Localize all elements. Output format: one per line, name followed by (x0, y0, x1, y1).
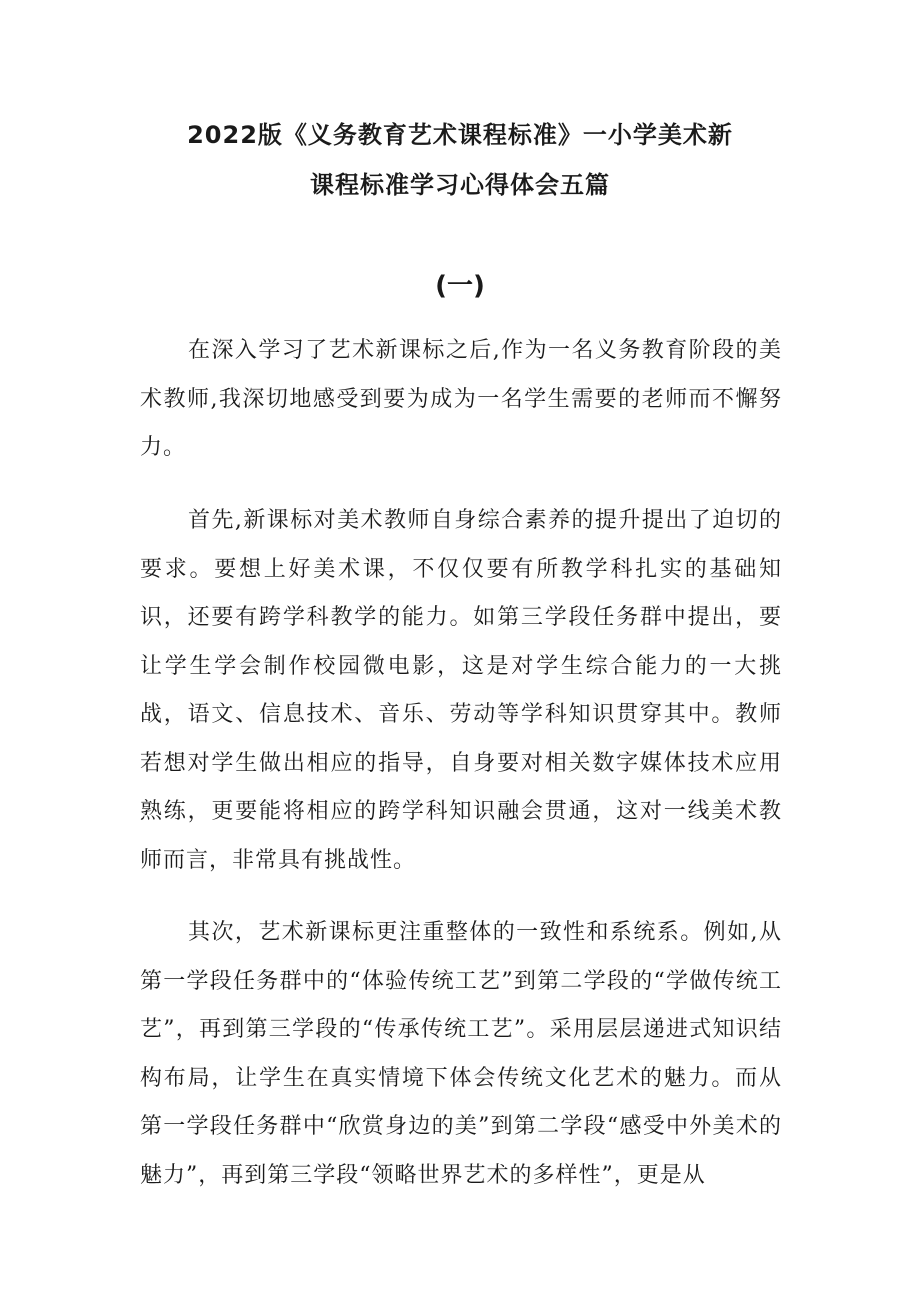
section-heading: (一) (435, 271, 485, 301)
document-title (0, 110, 920, 210)
paragraph-2: 首先,新课标对美术教师自身综合素养的提升提出了迫切的要求。要想上好美术课，不仅仅要有所教学科扎实的基础知识，还要有跨学科教学的能力。如第三学段任务群中提出，要让学生学会制作校园微电影，这是对学生综合能力的一大挑战，语文、信息技术、音乐、劳动等学科知识贯穿其中。教师若想对学生做出相应的指导，自身要对相关数字媒体技术应用熟练，更要能将相应的跨学科知识融会贯通，这对一线美术教师而言，非常具有挑战性。 (140, 508, 782, 873)
paragraph-1: 在深入学习了艺术新课标之后,作为一名义务教育阶段的美术教师,我深切地感受到要为成为一名学生需要的老师而不懈努力。 (140, 338, 782, 460)
title-line-2: 课程标准学习心得体会五篇 (310, 171, 610, 199)
paragraph-3: 其次，艺术新课标更注重整体的一致性和系统系。例如,从第一学段任务群中的“体验传统工艺”到第二学段的“学做传统工艺”，再到第三学段的“传承传统工艺”。采用层层递进式知识结构布局，让学生在真实情境下体会传统文化艺术的魅力。而从第一学段任务群中“欣赏身边的美”到第二学段“感受中外美术的魅力”，再到第三学段“领略世界艺术的多样性”，更是从 (140, 920, 782, 1188)
title-line-1: 2022版《义务教育艺术课程标准》一小学美术新 (187, 121, 733, 149)
